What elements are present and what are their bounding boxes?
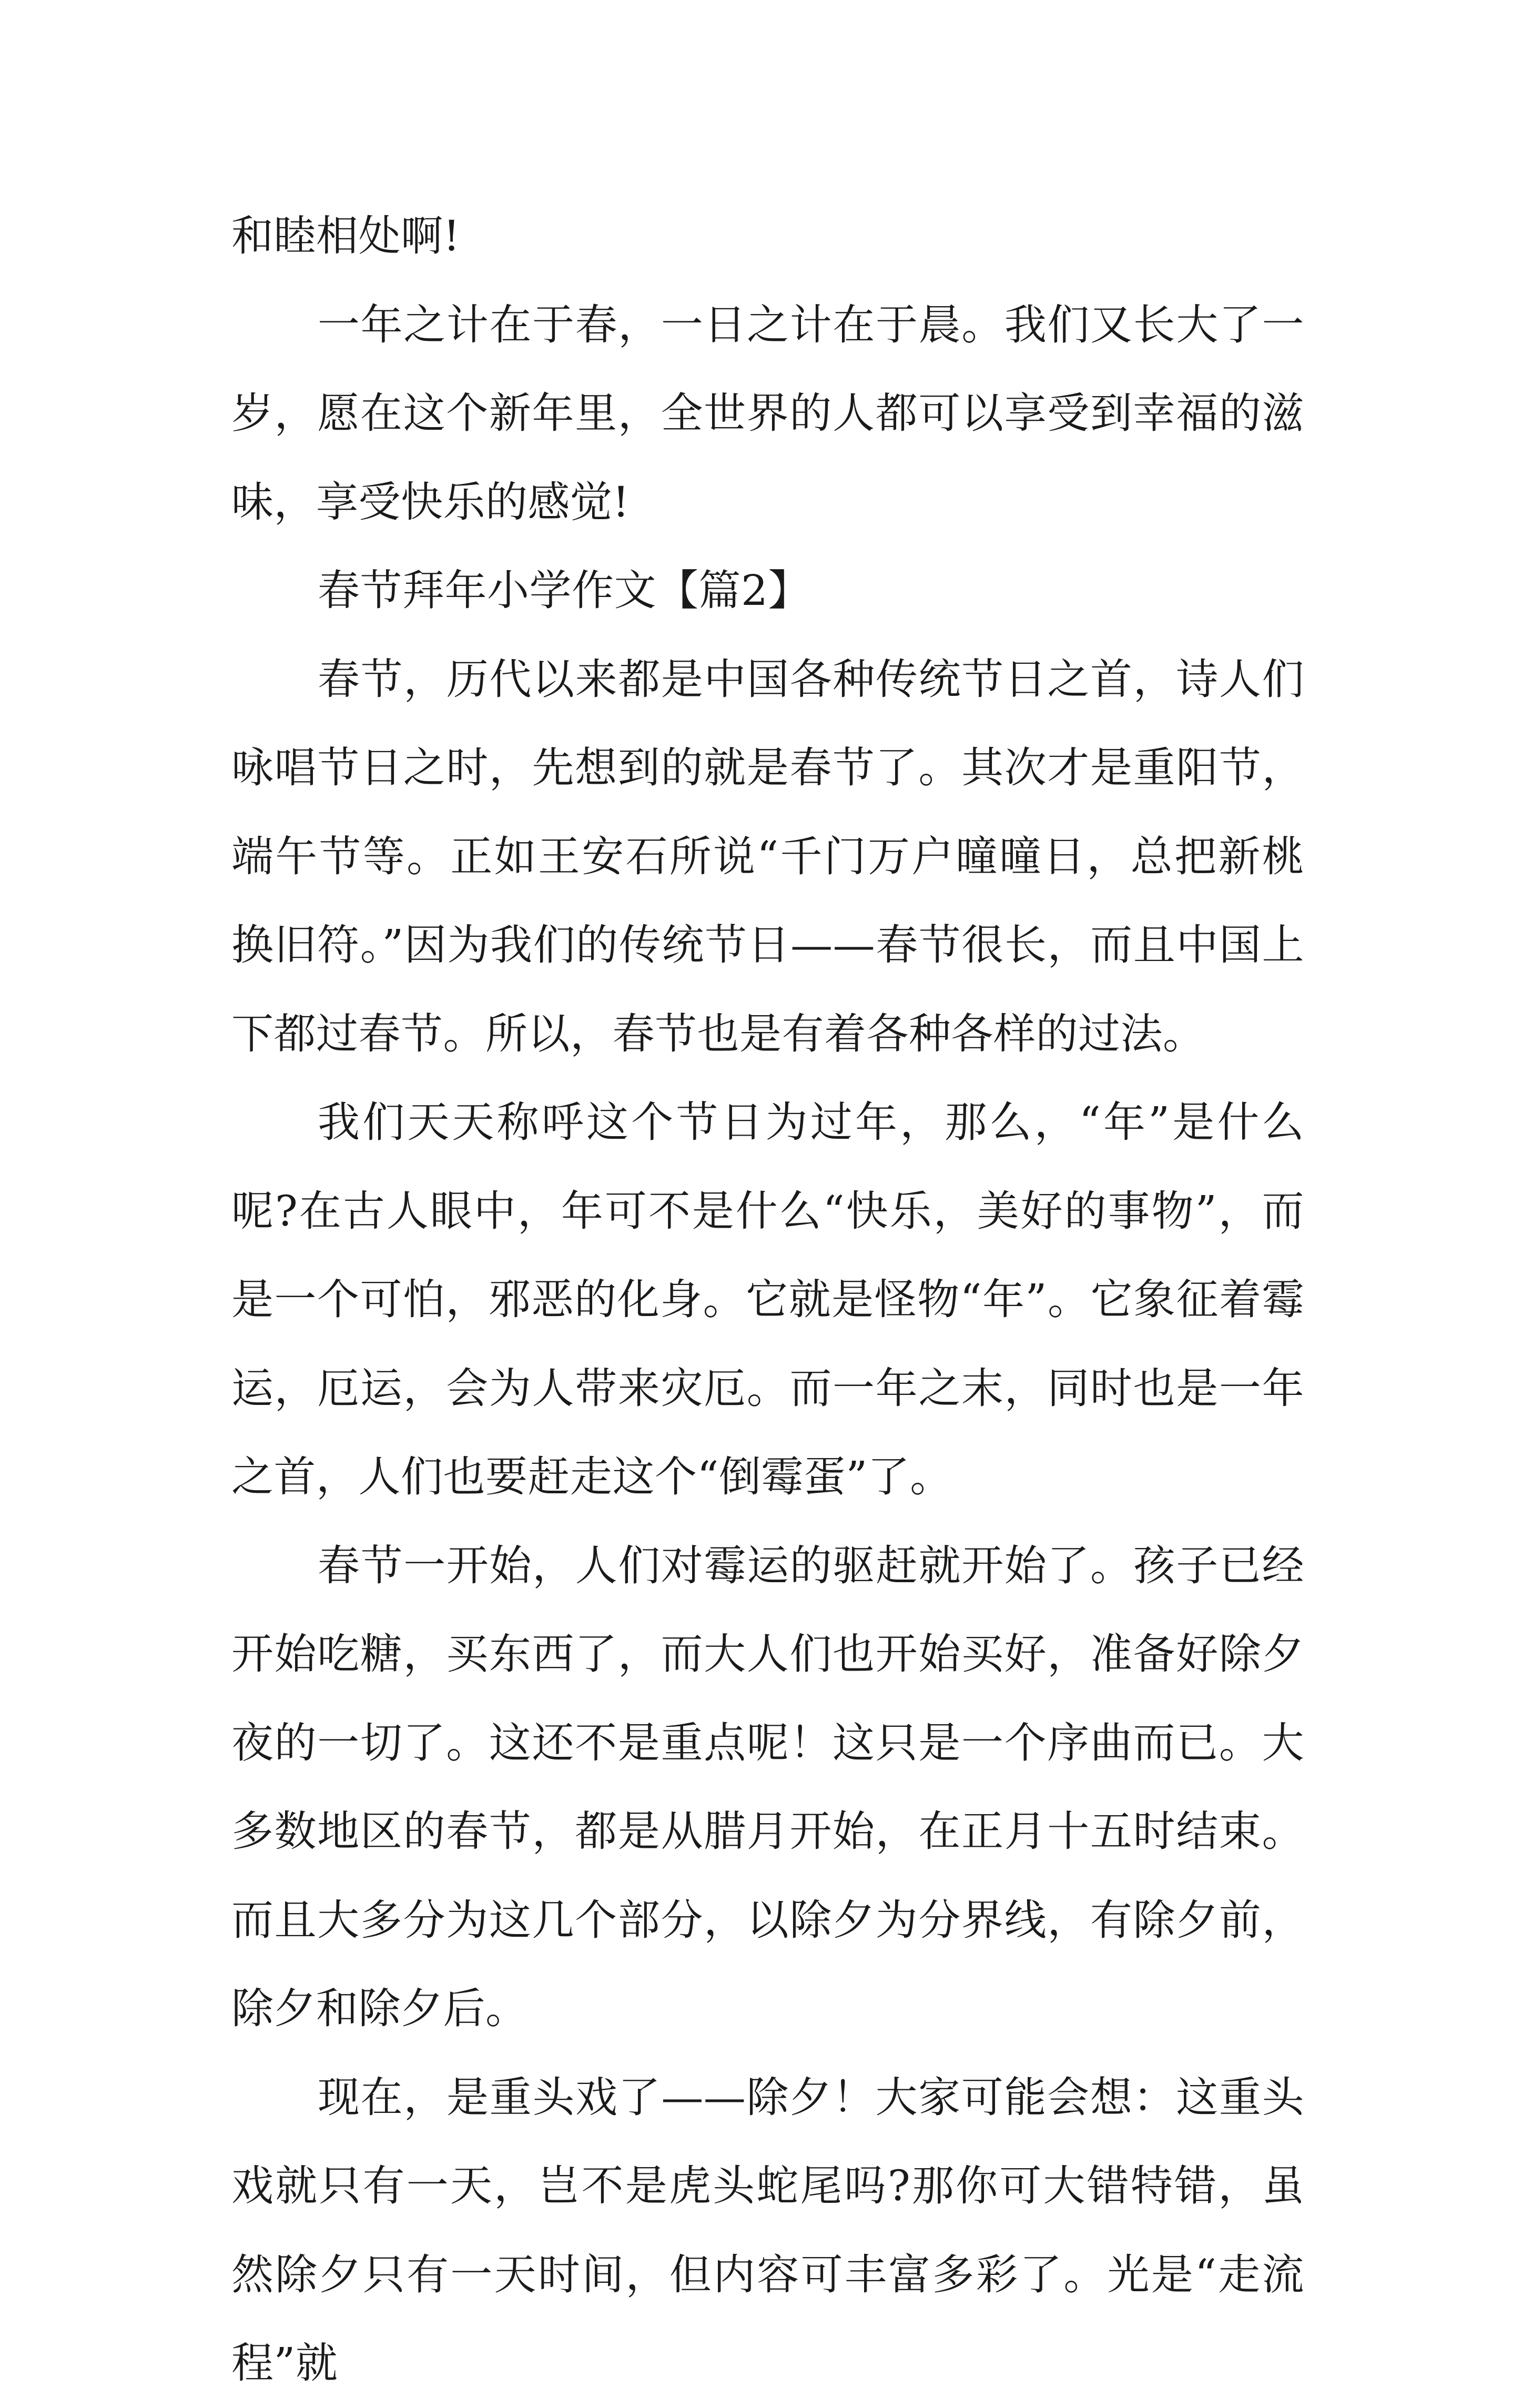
document-body	[231, 192, 1304, 2408]
paragraph-continuation: 和睦相处啊!	[231, 211, 461, 260]
essay-heading: 春节拜年小学作文【篇2】	[318, 566, 810, 615]
paragraph-spring-festival-intro: 春节，历代以来都是中国各种传统节日之首，诗人们咏唱节日之时，先想到的就是春节了。其次才是重阳节，端午节等。正如王安石所说“千门万户曈曈日，总把新桃换旧符。”因为我们的传统节日——春节很长，而且中国上下都过春节。所以，春节也是有着各种各样的过法。	[231, 654, 1304, 1058]
paragraph-festival-start: 春节一开始，人们对霉运的驱赶就开始了。孩子已经开始吃糖，买东西了，而大人们也开始买好，准备好除夕夜的一切了。这还不是重点呢！这只是一个序曲而已。大多数地区的春节，都是从腊月开始，在正月十五时结束。而且大多分为这几个部分，以除夕为分界线，有除夕前，除夕和除夕后。	[231, 1541, 1304, 2033]
paragraph-new-years-eve: 现在，是重头戏了——除夕！大家可能会想：这重头戏就只有一天，岂不是虎头蛇尾吗?那你可大错特错，虽然除夕只有一天时间，但内容可丰富多彩了。光是“走流程”就	[231, 2072, 1304, 2387]
paragraph-new-year-wish: 一年之计在于春，一日之计在于晨。我们又长大了一岁，愿在这个新年里，全世界的人都可以享受到幸福的滋味，享受快乐的感觉!	[231, 300, 1304, 527]
paragraph-nian-monster: 我们天天称呼这个节日为过年，那么，“年”是什么呢?在古人眼中，年可不是什么“快乐，美好的事物”，而是一个可怕，邪恶的化身。它就是怪物“年”。它象征着霉运，厄运，会为人带来灾厄。而一年之末，同时也是一年之首，人们也要赶走这个“倒霉蛋”了。	[231, 1098, 1304, 1501]
